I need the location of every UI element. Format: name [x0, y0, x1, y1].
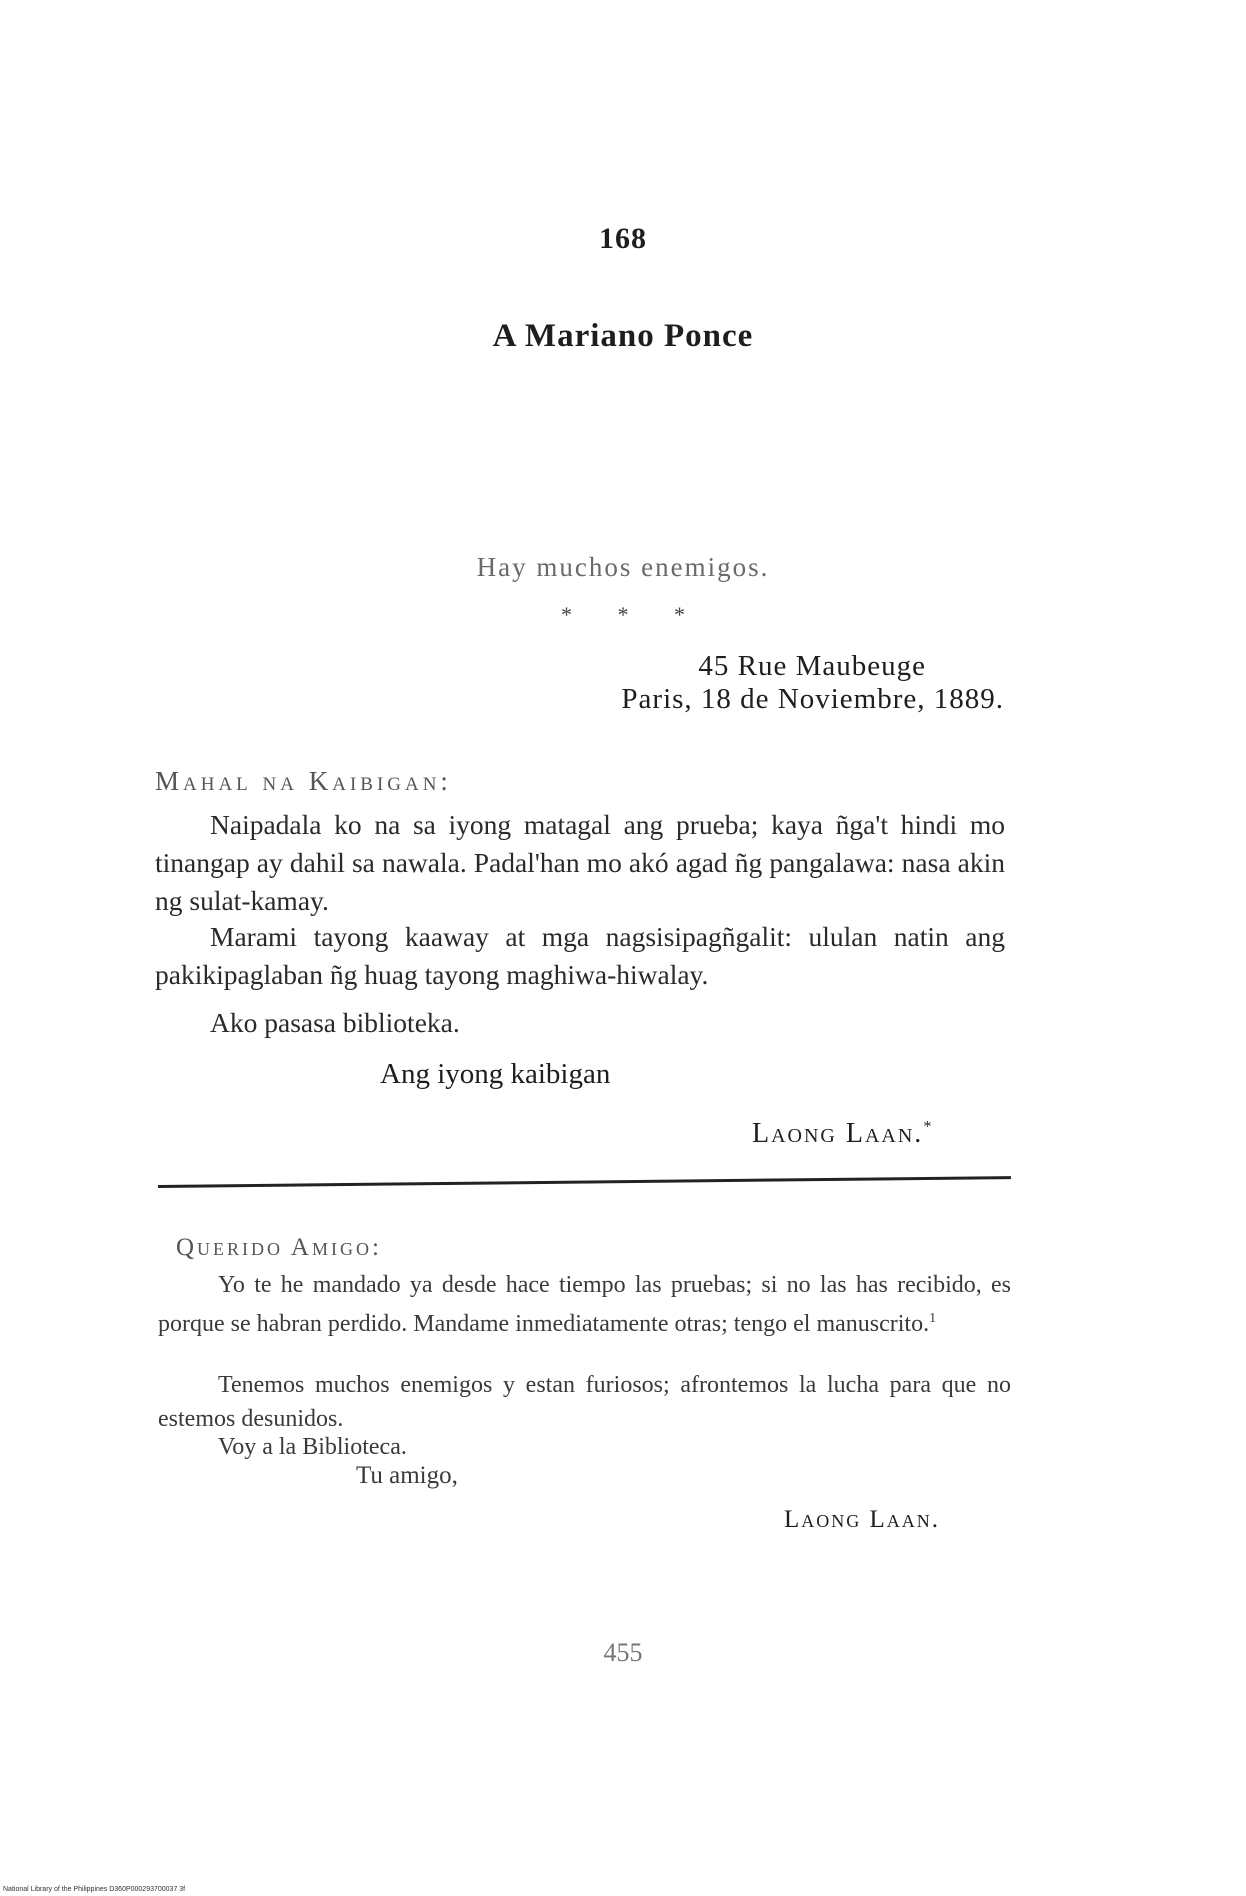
spanish-paragraph-1-text: Yo te he mandado ya desde hace tiempo las pruebas; si no las has recibido, es porque se habran perdido. Mandame inmediatamente otras; tengo el manuscrito.: [158, 1272, 1011, 1337]
tagalog-paragraph-3: Ako pasasa biblioteka.: [210, 1007, 460, 1038]
page-number: 455: [603, 1638, 643, 1667]
section-divider: [158, 1176, 1011, 1188]
tagalog-signature: [752, 1118, 933, 1150]
spanish-paragraph-1: [158, 1268, 1011, 1341]
spanish-paragraph-2: Tenemos muchos enemigos y estan furiosos; afrontemos la lucha para que no estemos desunidos.: [158, 1372, 1011, 1432]
address-street: 45 Rue Maubeuge: [698, 650, 926, 682]
asterisk-3: *: [674, 602, 685, 627]
asterisk-2: *: [617, 602, 629, 627]
tagalog-closing: Ang iyong kaibigan: [380, 1058, 611, 1090]
address-date: Paris, 18 de Noviembre, 1889.: [621, 683, 1004, 715]
letter-number: 168: [599, 222, 647, 255]
letter-title: A Mariano Ponce: [492, 318, 754, 354]
spanish-closing: Tu amigo,: [356, 1462, 458, 1489]
letter-summary: Hay muchos enemigos.: [476, 552, 770, 582]
tagalog-signature-name: Laong Laan.: [752, 1118, 924, 1149]
tagalog-paragraph-1: Naipadala ko na sa iyong matagal ang prueba; kaya ñga't hindi mo tinangap ay dahil sa nawala. Padal'han mo akó agad ñg pangalawa: nasa akin ng sulat-kamay.: [155, 809, 1005, 916]
tagalog-paragraph-2: Marami tayong kaaway at mga nagsisipagñgalit: ululan natin ang pakikipaglaban ñg huag tayong maghiwa-hiwalay.: [155, 921, 1005, 990]
spanish-salutation: Querido Amigo:: [176, 1234, 382, 1261]
footnote-reference: 1: [929, 1311, 937, 1326]
scan-footer: National Library of the Philippines D360P000293700037 3f: [3, 1886, 186, 1893]
spanish-signature: Laong Laan.: [784, 1506, 941, 1533]
asterisk-1: *: [561, 602, 572, 627]
signature-footnote-mark: *: [923, 1118, 934, 1136]
spanish-paragraph-3: Voy a la Biblioteca.: [218, 1434, 407, 1460]
asterism-separator: [0, 602, 1246, 628]
tagalog-salutation: Mahal na Kaibigan:: [155, 766, 452, 796]
